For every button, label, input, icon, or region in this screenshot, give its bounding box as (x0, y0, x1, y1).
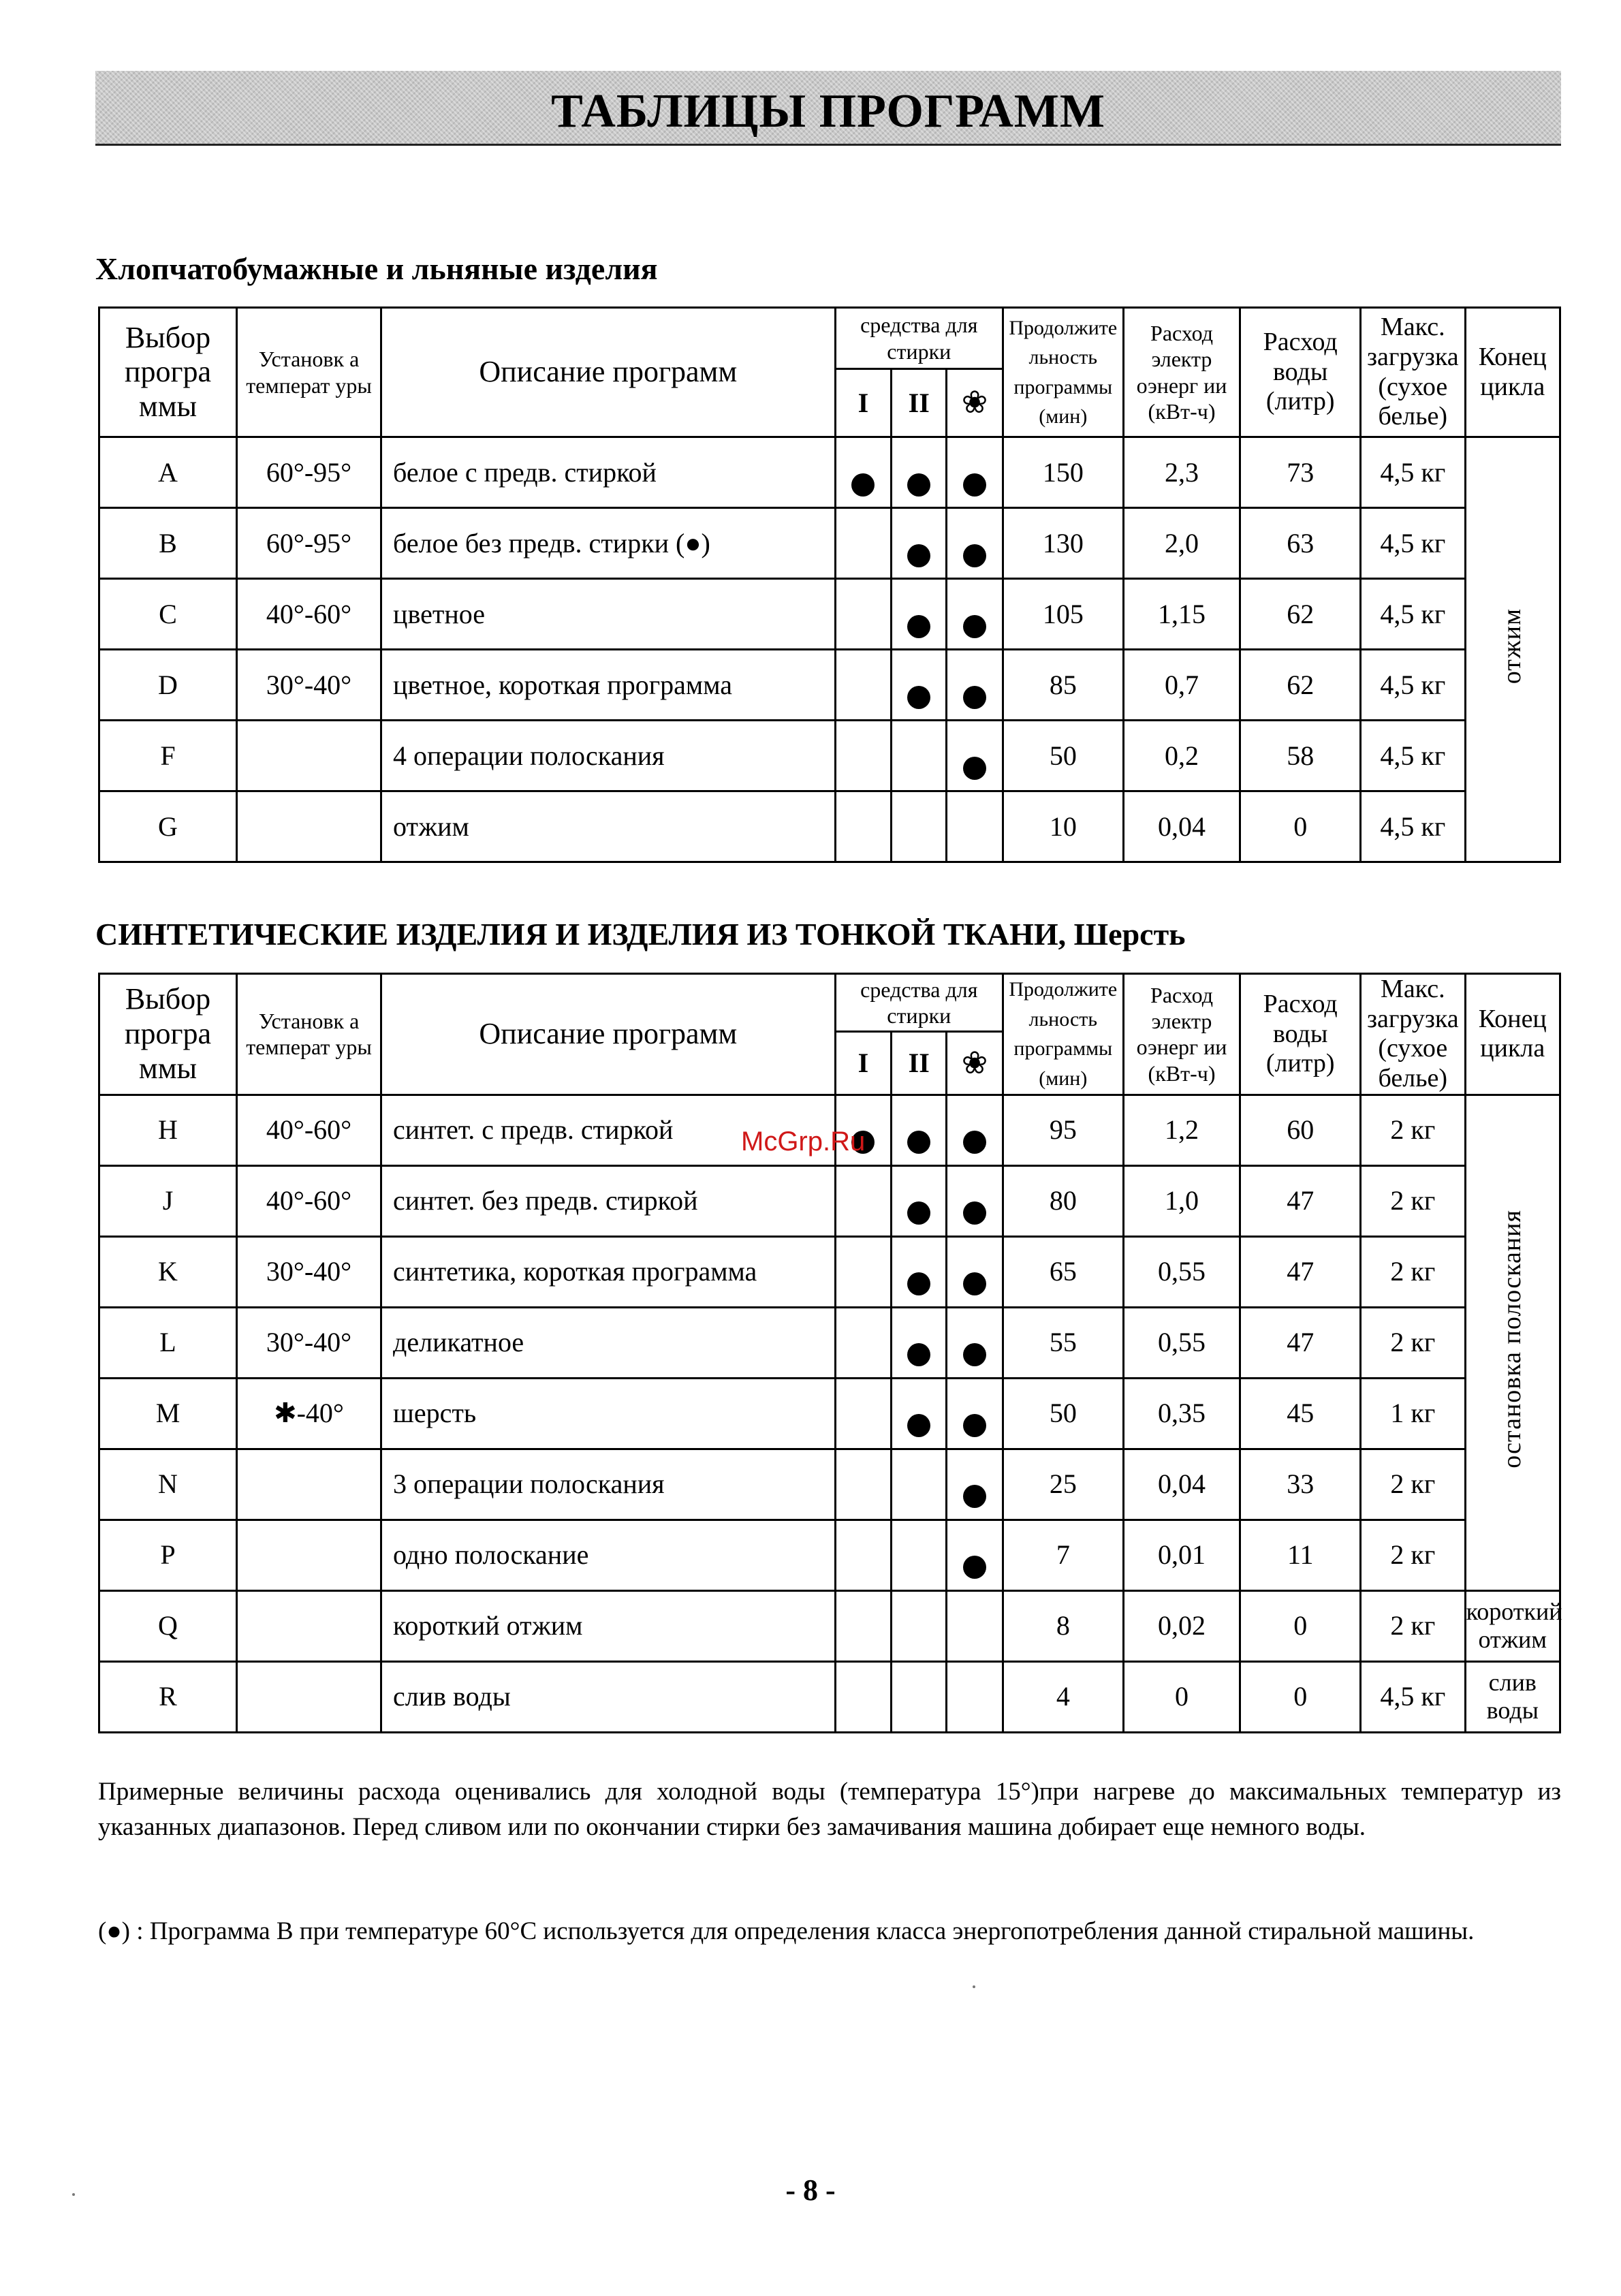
dot-marker (963, 757, 986, 780)
header-temperature: Установк а температ уры (236, 308, 381, 437)
scan-speck (973, 1985, 975, 1988)
max-load-value: 2 кг (1361, 1590, 1466, 1661)
max-load-value: 2 кг (1361, 1165, 1466, 1236)
energy-value: 0,55 (1123, 1307, 1240, 1378)
duration-value: 105 (1003, 579, 1123, 650)
dot-marker (963, 1201, 986, 1225)
max-load-value: 4,5 кг (1361, 650, 1466, 721)
temperature-range: 30°-40° (236, 1307, 381, 1378)
duration-value: 55 (1003, 1307, 1123, 1378)
softener-icon: ❀ (947, 1032, 1003, 1095)
program-code: D (99, 650, 237, 721)
note-program-b: (●) : Программа B при температуре 60°C используется для определения класса энергопотребления данной стиральной машины. (98, 1917, 1475, 1945)
header-program: Выбор програ ммы (99, 974, 237, 1095)
detergent-ii-marker (892, 437, 947, 508)
dot-marker (851, 473, 875, 497)
header-description: Описание программ (381, 974, 836, 1095)
watermark: McGrp.Ru (741, 1127, 866, 1157)
energy-value: 0,2 (1123, 721, 1240, 791)
max-load-value: 4,5 кг (1361, 579, 1466, 650)
program-code: G (99, 791, 237, 862)
energy-value: 1,2 (1123, 1095, 1240, 1165)
softener-marker (947, 1165, 1003, 1236)
table-row (99, 1378, 1560, 1449)
detergent-ii-marker (892, 1449, 947, 1520)
program-description: слив воды (381, 1661, 836, 1732)
header-detergent-i: I (835, 369, 892, 437)
program-description: шерсть (381, 1378, 836, 1449)
program-code: P (99, 1520, 237, 1590)
softener-marker (947, 508, 1003, 579)
header-max-load: Макс. загрузка (сухое белье) (1361, 974, 1466, 1095)
water-value: 47 (1240, 1307, 1361, 1378)
end-cycle-label: отжим (1497, 608, 1526, 685)
softener-marker (947, 579, 1003, 650)
table-header-row (99, 308, 1560, 369)
softener-marker (947, 437, 1003, 508)
detergent-ii-marker (892, 1236, 947, 1307)
program-description: одно полоскание (381, 1520, 836, 1590)
program-description: белое с предв. стиркой (381, 437, 836, 508)
temperature-range (236, 1520, 381, 1590)
dot-marker (907, 1414, 930, 1437)
water-value: 62 (1240, 579, 1361, 650)
detergent-ii-marker (892, 650, 947, 721)
table-row (99, 1520, 1560, 1590)
program-code: N (99, 1449, 237, 1520)
dot-marker (963, 1131, 986, 1154)
program-code: R (99, 1661, 237, 1732)
duration-value: 7 (1003, 1520, 1123, 1590)
softener-marker (947, 1661, 1003, 1732)
water-value: 33 (1240, 1449, 1361, 1520)
softener-marker (947, 791, 1003, 862)
dot-marker (963, 473, 986, 497)
title-banner (95, 71, 1561, 146)
energy-value: 2,3 (1123, 437, 1240, 508)
energy-value: 0,04 (1123, 1449, 1240, 1520)
dot-marker (907, 686, 930, 709)
dot-marker (907, 1131, 930, 1154)
max-load-value: 4,5 кг (1361, 721, 1466, 791)
max-load-value: 4,5 кг (1361, 791, 1466, 862)
max-load-value: 1 кг (1361, 1378, 1466, 1449)
energy-value: 0,55 (1123, 1236, 1240, 1307)
dot-marker (907, 1343, 930, 1366)
table-header-row (99, 974, 1560, 1032)
scan-speck (72, 2193, 75, 2196)
table-row (99, 437, 1560, 508)
detergent-i-marker (835, 721, 892, 791)
header-description: Описание программ (381, 308, 836, 437)
temperature-range (236, 1590, 381, 1661)
end-cycle-label: остановка полоскания (1497, 1210, 1526, 1469)
water-value: 47 (1240, 1236, 1361, 1307)
program-description: синтет. с предв. стиркой (381, 1095, 836, 1165)
energy-value: 0,35 (1123, 1378, 1240, 1449)
water-value: 45 (1240, 1378, 1361, 1449)
detergent-ii-marker (892, 1378, 947, 1449)
temperature-range: 30°-40° (236, 650, 381, 721)
water-value: 63 (1240, 508, 1361, 579)
program-description: цветное (381, 579, 836, 650)
softener-marker (947, 1590, 1003, 1661)
detergent-i-marker (835, 1378, 892, 1449)
header-duration: Продолжите льность программы (мин) (1003, 974, 1123, 1095)
dot-marker (963, 544, 986, 567)
water-value: 62 (1240, 650, 1361, 721)
water-value: 0 (1240, 791, 1361, 862)
detergent-i-marker (835, 1236, 892, 1307)
header-detergent-ii: II (892, 1032, 947, 1095)
temperature-range: 30°-40° (236, 1236, 381, 1307)
table-row (99, 721, 1560, 791)
energy-value: 2,0 (1123, 508, 1240, 579)
detergent-i-marker (835, 437, 892, 508)
detergent-i-marker (835, 1449, 892, 1520)
dot-marker (907, 473, 930, 497)
max-load-value: 2 кг (1361, 1307, 1466, 1378)
program-description: деликатное (381, 1307, 836, 1378)
table-row (99, 1165, 1560, 1236)
max-load-value: 4,5 кг (1361, 508, 1466, 579)
energy-value: 0,01 (1123, 1520, 1240, 1590)
program-code: K (99, 1236, 237, 1307)
program-code: H (99, 1095, 237, 1165)
program-description: отжим (381, 791, 836, 862)
cotton-program-table (98, 306, 1561, 863)
dot-marker (907, 615, 930, 638)
softener-marker (947, 1236, 1003, 1307)
header-energy: Расход электр оэнерг ии (кВт-ч) (1123, 974, 1240, 1095)
program-description: 4 операции полоскания (381, 721, 836, 791)
detergent-i-marker (835, 1520, 892, 1590)
program-code: A (99, 437, 237, 508)
detergent-ii-marker (892, 1095, 947, 1165)
detergent-i-marker (835, 1307, 892, 1378)
header-detergent: средства для стирки (835, 974, 1003, 1032)
detergent-ii-marker (892, 1165, 947, 1236)
water-value: 0 (1240, 1661, 1361, 1732)
program-description: синтетика, короткая программа (381, 1236, 836, 1307)
program-code: C (99, 579, 237, 650)
duration-value: 8 (1003, 1590, 1123, 1661)
detergent-ii-marker (892, 1307, 947, 1378)
end-cycle-value: слив воды (1465, 1661, 1560, 1732)
detergent-i-marker (835, 650, 892, 721)
dot-marker (907, 1201, 930, 1225)
header-end-cycle: Конец цикла (1465, 308, 1560, 437)
detergent-i-marker (835, 1590, 892, 1661)
detergent-i-marker (835, 508, 892, 579)
table-row (99, 579, 1560, 650)
table-row (99, 1307, 1560, 1378)
water-value: 0 (1240, 1590, 1361, 1661)
max-load-value: 2 кг (1361, 1236, 1466, 1307)
program-code: M (99, 1378, 237, 1449)
detergent-i-marker (835, 579, 892, 650)
table-row (99, 1236, 1560, 1307)
temperature-range: 40°-60° (236, 1095, 381, 1165)
header-energy: Расход электр оэнерг ии (кВт-ч) (1123, 308, 1240, 437)
temperature-range: 40°-60° (236, 579, 381, 650)
program-code: Q (99, 1590, 237, 1661)
detergent-ii-marker (892, 1520, 947, 1590)
temperature-range (236, 721, 381, 791)
temperature-range: 60°-95° (236, 437, 381, 508)
detergent-ii-marker (892, 579, 947, 650)
table-row (99, 508, 1560, 579)
section2-title: СИНТЕТИЧЕСКИЕ ИЗДЕЛИЯ И ИЗДЕЛИЯ ИЗ ТОНКОЙ ТКАНИ, Шерсть (95, 917, 1186, 952)
duration-value: 10 (1003, 791, 1123, 862)
header-water: Расход воды (литр) (1240, 974, 1361, 1095)
detergent-ii-marker (892, 791, 947, 862)
energy-value: 0 (1123, 1661, 1240, 1732)
duration-value: 95 (1003, 1095, 1123, 1165)
header-duration: Продолжите льность программы (мин) (1003, 308, 1123, 437)
max-load-value: 2 кг (1361, 1449, 1466, 1520)
detergent-i-marker (835, 791, 892, 862)
max-load-value: 4,5 кг (1361, 437, 1466, 508)
table-row (99, 650, 1560, 721)
program-code: F (99, 721, 237, 791)
end-cycle-group (1465, 437, 1560, 862)
program-description: короткий отжим (381, 1590, 836, 1661)
note-consumption: Примерные величины расхода оценивались для холодной воды (температура 15°)при нагреве до максимальных температур из указанных диапазонов. Перед сливом или по окончании стирки без замачивания машина добирает еще немного воды. (98, 1778, 1561, 1841)
program-description: белое без предв. стирки (●) (381, 508, 836, 579)
dot-marker (963, 1414, 986, 1437)
dot-marker (963, 615, 986, 638)
duration-value: 50 (1003, 721, 1123, 791)
detergent-i-marker (835, 1661, 892, 1732)
temperature-range (236, 1449, 381, 1520)
program-description: цветное, короткая программа (381, 650, 836, 721)
detergent-ii-marker (892, 1661, 947, 1732)
energy-value: 0,7 (1123, 650, 1240, 721)
energy-value: 0,04 (1123, 791, 1240, 862)
softener-marker (947, 1449, 1003, 1520)
duration-value: 150 (1003, 437, 1123, 508)
table-row (99, 1661, 1560, 1732)
header-water: Расход воды (литр) (1240, 308, 1361, 437)
duration-value: 85 (1003, 650, 1123, 721)
water-value: 47 (1240, 1165, 1361, 1236)
water-value: 60 (1240, 1095, 1361, 1165)
end-cycle-value: короткий отжим (1465, 1590, 1560, 1661)
detergent-ii-marker (892, 508, 947, 579)
dot-marker (963, 1556, 986, 1579)
synthetic-program-table (98, 973, 1561, 1733)
softener-marker (947, 721, 1003, 791)
softener-marker (947, 1520, 1003, 1590)
temperature-range: 40°-60° (236, 1165, 381, 1236)
program-description: 3 операции полоскания (381, 1449, 836, 1520)
table-row (99, 1590, 1560, 1661)
temperature-range (236, 1661, 381, 1732)
end-cycle-group (1465, 1095, 1560, 1590)
duration-value: 25 (1003, 1449, 1123, 1520)
duration-value: 50 (1003, 1378, 1123, 1449)
detergent-ii-marker (892, 1590, 947, 1661)
header-detergent-i: I (835, 1032, 892, 1095)
softener-marker (947, 650, 1003, 721)
softener-marker (947, 1307, 1003, 1378)
duration-value: 4 (1003, 1661, 1123, 1732)
page-number: - 8 - (785, 2173, 836, 2207)
program-code: J (99, 1165, 237, 1236)
table-row (99, 791, 1560, 862)
softener-icon: ❀ (947, 369, 1003, 437)
dot-marker (963, 1485, 986, 1508)
header-program: Выбор програ ммы (99, 308, 237, 437)
energy-value: 1,15 (1123, 579, 1240, 650)
header-detergent: средства для стирки (835, 308, 1003, 369)
dot-marker (963, 686, 986, 709)
temperature-range: ✱-40° (236, 1378, 381, 1449)
max-load-value: 4,5 кг (1361, 1661, 1466, 1732)
page-title: ТАБЛИЦЫ ПРОГРАММ (551, 85, 1105, 138)
dot-marker (907, 1272, 930, 1295)
max-load-value: 2 кг (1361, 1095, 1466, 1165)
program-description: синтет. без предв. стиркой (381, 1165, 836, 1236)
softener-marker (947, 1378, 1003, 1449)
detergent-i-marker (835, 1165, 892, 1236)
detergent-ii-marker (892, 721, 947, 791)
water-value: 11 (1240, 1520, 1361, 1590)
table-row (99, 1449, 1560, 1520)
dot-marker (963, 1272, 986, 1295)
water-value: 58 (1240, 721, 1361, 791)
energy-value: 0,02 (1123, 1590, 1240, 1661)
header-detergent-ii: II (892, 369, 947, 437)
duration-value: 65 (1003, 1236, 1123, 1307)
water-value: 73 (1240, 437, 1361, 508)
max-load-value: 2 кг (1361, 1520, 1466, 1590)
energy-value: 1,0 (1123, 1165, 1240, 1236)
program-code: L (99, 1307, 237, 1378)
header-max-load: Макс. загрузка (сухое белье) (1361, 308, 1466, 437)
header-end-cycle: Конец цикла (1465, 974, 1560, 1095)
temperature-range: 60°-95° (236, 508, 381, 579)
duration-value: 130 (1003, 508, 1123, 579)
dot-marker (963, 1343, 986, 1366)
program-code: B (99, 508, 237, 579)
dot-marker (907, 544, 930, 567)
temperature-range (236, 791, 381, 862)
section1-title: Хлопчатобумажные и льняные изделия (95, 251, 658, 286)
softener-marker (947, 1095, 1003, 1165)
header-temperature: Установк а температ уры (236, 974, 381, 1095)
duration-value: 80 (1003, 1165, 1123, 1236)
